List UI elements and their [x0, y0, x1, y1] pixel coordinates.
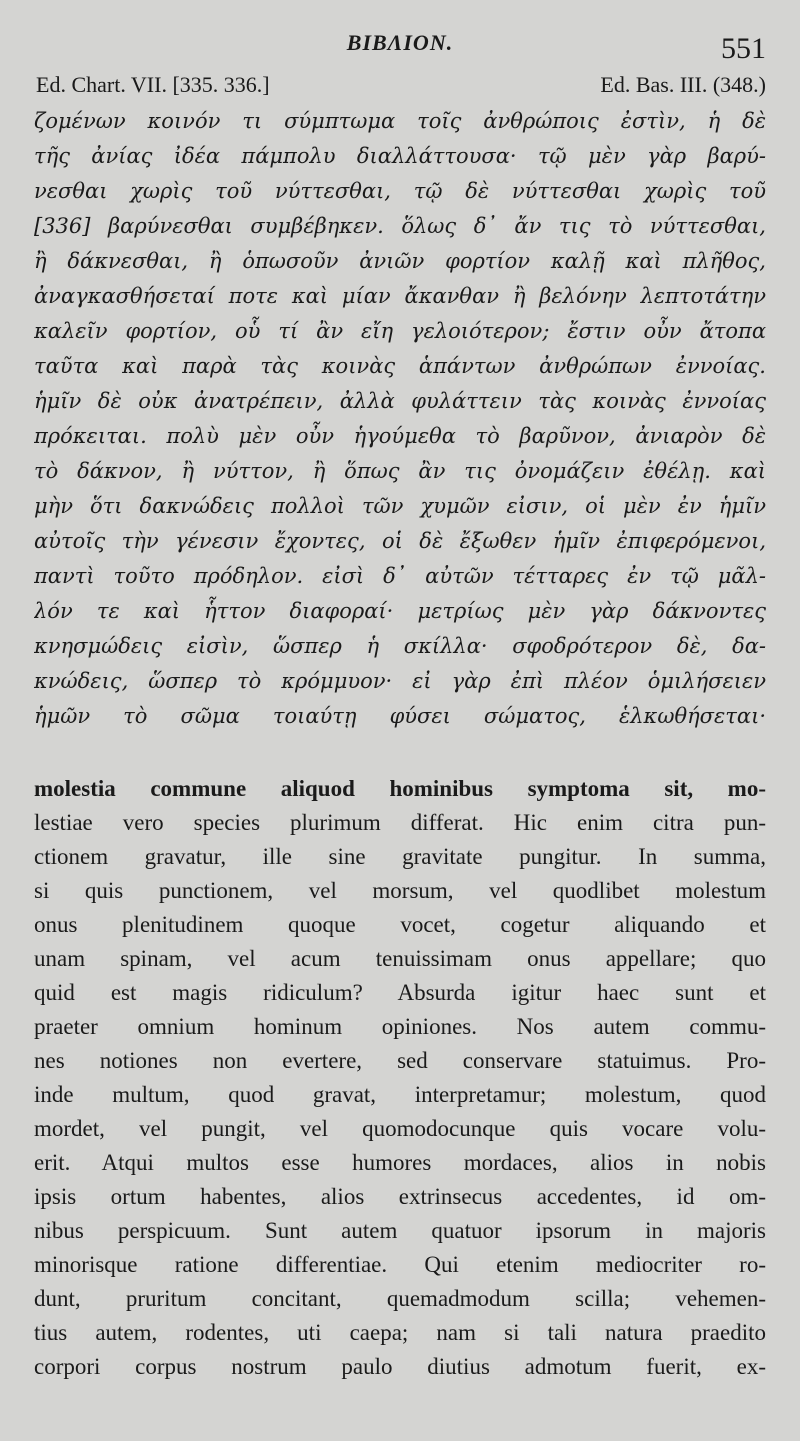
greek-text-block [34, 104, 766, 734]
running-title: BIBΛION. [346, 30, 454, 55]
latin-line: mordet, vel pungit, vel quomodocunque quis vocare volu- [34, 1116, 766, 1141]
latin-line: onus plenitudinem quoque vocet, cogetur aliquando et [34, 912, 766, 937]
page-number: 551 [721, 32, 766, 65]
latin-line: dunt, pruritum concitant, quemadmodum scilla; vehemen- [34, 1286, 766, 1311]
greek-line: τῆς ἀνίας ἰδέα πάμπολυ διαλλάττουσα· τῷ μὲν γὰρ βαρύ- [34, 144, 766, 168]
latin-line: corpori corpus nostrum paulo diutius admotum fuerit, ex- [34, 1354, 766, 1379]
latin-line: unam spinam, vel acum tenuissimam onus appellare; quo [34, 946, 766, 971]
greek-line: καλεῖν φορτίον, οὗ τί ἂν εἴη γελοιότερον; ἔστιν οὖν ἄτοπα [34, 319, 766, 343]
latin-line: tius autem, rodentes, uti caepa; nam si tali natura praedito [34, 1320, 766, 1345]
edition-basel-reference: Ed. Bas. III. (348.) [600, 72, 766, 97]
latin-line: ctionem gravatur, ille sine gravitate pungitur. In summa, [34, 844, 766, 869]
greek-line: ἡμῶν τὸ σῶμα τοιαύτῃ φύσει σώματος, ἑλκωθήσεται· [34, 704, 766, 728]
greek-line: ταῦτα καὶ παρὰ τὰς κοινὰς ἁπάντων ἀνθρώπων ἐννοίας. [34, 354, 766, 378]
greek-line: ἡμῖν δὲ οὐκ ἀνατρέπειν, ἀλλὰ φυλάττειν τὰς κοινὰς ἐννοίας [34, 389, 766, 413]
latin-line: lestiae vero species plurimum differat. Hic enim citra pun- [34, 810, 766, 835]
greek-line: τὸ δάκνον, ἢ νύττον, ἢ ὅπως ἂν τις ὀνομάζειν ἐθέλῃ. καὶ [34, 459, 766, 483]
latin-line: nibus perspicuum. Sunt autem quatuor ipsorum in majoris [34, 1218, 766, 1243]
greek-line: ζομένων κοινόν τι σύμπτωμα τοῖς ἀνθρώποις ἐστὶν, ἡ δὲ [34, 109, 766, 133]
greek-line: κνησμώδεις εἰσὶν, ὥσπερ ἡ σκίλλα· σφοδρότερον δὲ, δα- [34, 634, 766, 658]
latin-line: quid est magis ridiculum? Absurda igitur haec sunt et [34, 980, 766, 1005]
greek-line: παντὶ τοῦτο πρόδηλον. εἰσὶ δ᾽ αὐτῶν τέτταρες ἐν τῷ μᾶλ- [34, 564, 766, 588]
latin-line: inde multum, quod gravat, interpretamur; molestum, quod [34, 1082, 766, 1107]
latin-line: molestia commune aliquod hominibus symptoma sit, mo- [34, 776, 766, 801]
greek-line: πρόκειται. πολὺ μὲν οὖν ἡγούμεθα τὸ βαρῦνον, ἀνιαρὸν δὲ [34, 424, 766, 448]
greek-line: [336] βαρύνεσθαι συμβέβηκεν. ὅλως δ᾽ ἄν τις τὸ νύττεσθαι, [34, 214, 766, 238]
latin-line: erit. Atqui multos esse humores mordaces, alios in nobis [34, 1150, 766, 1175]
greek-line: νεσθαι χωρὶς τοῦ νύττεσθαι, τῷ δὲ νύττεσθαι χωρὶς τοῦ [34, 179, 766, 203]
latin-text-block [34, 772, 766, 1384]
edition-chart-reference: Ed. Chart. VII. [335. 336.] [36, 72, 270, 97]
latin-line: ipsis ortum habentes, alios extrinsecus accedentes, id om- [34, 1184, 766, 1209]
latin-line: si quis punctionem, vel morsum, vel quodlibet molestum [34, 878, 766, 903]
greek-line: μὴν ὅτι δακνώδεις πολλοὶ τῶν χυμῶν εἰσιν, οἱ μὲν ἐν ἡμῖν [34, 494, 766, 518]
greek-line: αὐτοῖς τὴν γένεσιν ἔχοντες, οἱ δὲ ἔξωθεν ἡμῖν ἐπιφερόμενοι, [34, 529, 766, 553]
latin-line: praeter omnium hominum opiniones. Nos autem commu- [34, 1014, 766, 1039]
greek-line: λόν τε καὶ ἧττον διαφοραί· μετρίως μὲν γὰρ δάκνοντες [34, 599, 766, 623]
latin-line: nes notiones non evertere, sed conservare statuimus. Pro- [34, 1048, 766, 1073]
latin-line: minorisque ratione differentiae. Qui etenim mediocriter ro- [34, 1252, 766, 1277]
greek-line: κνώδεις, ὥσπερ τὸ κρόμμυον· εἰ γὰρ ἐπὶ πλέον ὁμιλήσειεν [34, 669, 766, 693]
greek-line: ἢ δάκνεσθαι, ἢ ὁπωσοῦν ἀνιῶν φορτίον καλῇ καὶ πλῆθος, [34, 249, 766, 273]
greek-line: ἀναγκασθήσεταί ποτε καὶ μίαν ἄκανθαν ἢ βελόνην λεπτοτάτην [34, 284, 766, 308]
edition-reference-line [36, 72, 766, 102]
